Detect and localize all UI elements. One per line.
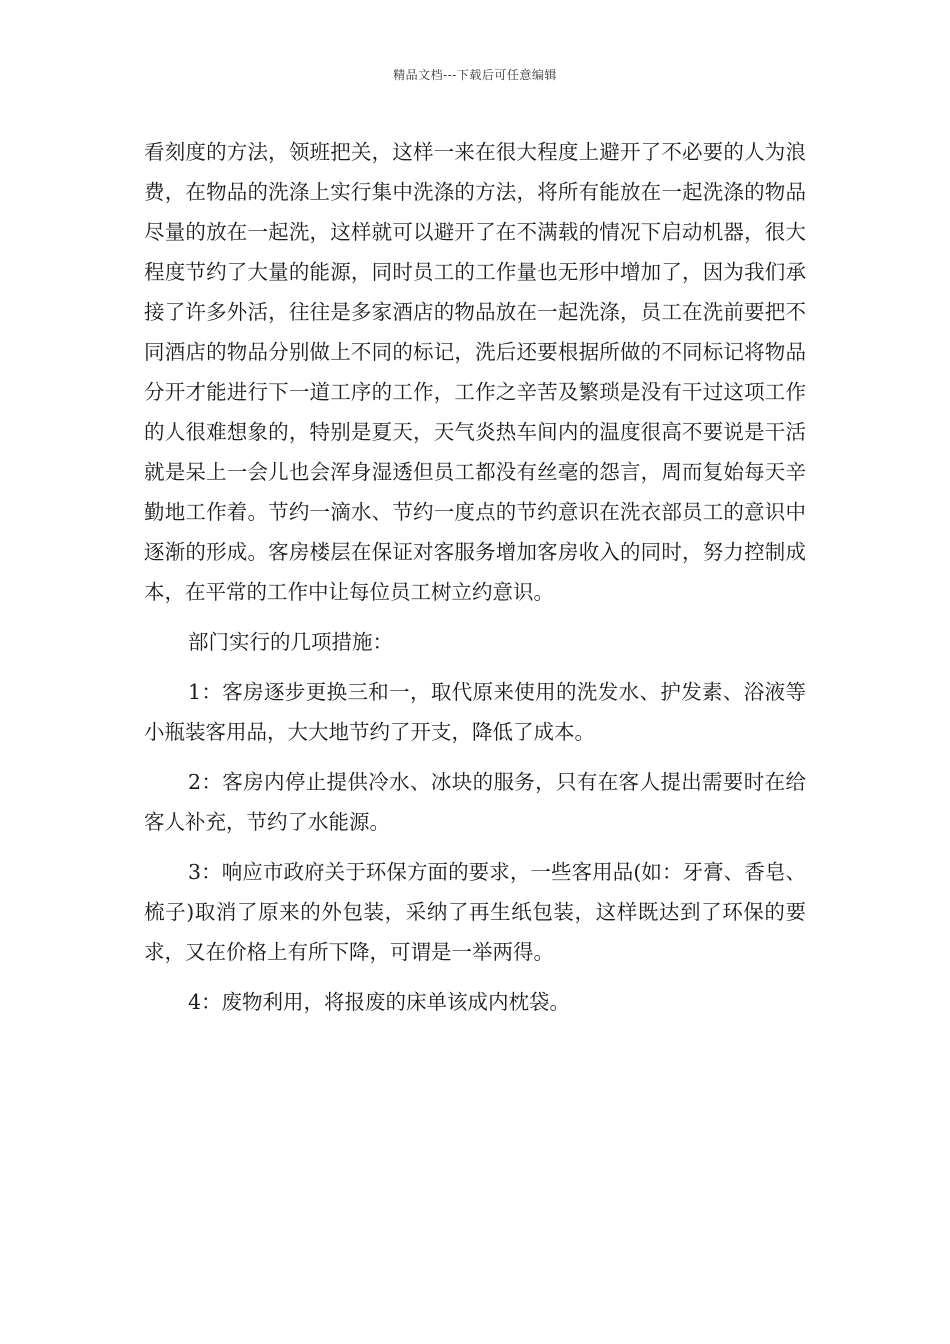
- paragraph-measures-heading: 部门实行的几项措施：: [188, 630, 393, 654]
- document-body: [144, 132, 806, 1032]
- paragraph-measure-2: 2：客房内停止提供冷水、冰块的服务，只有在客人提出需要时在给客人补充，节约了水能源。: [144, 770, 806, 834]
- paragraph-measure-4: 4：废物利用，将报废的床单该成内枕袋。: [188, 990, 571, 1014]
- paragraph-main: 看刻度的方法，领班把关，这样一来在很大程度上避开了不必要的人为浪费，在物品的洗涤上实行集中洗涤的方法，将所有能放在一起洗涤的物品尽量的放在一起洗，这样就可以避开了在不满载的情况下启动机器，很大程度节约了大量的能源，同时员工的工作量也无形中增加了，因为我们承接了许多外活，往往是多家酒店的物品放在一起洗涤，员工在洗前要把不同酒店的物品分别做上不同的标记，洗后还要根据所做的不同标记将物品分开才能进行下一道工序的工作，工作之辛苦及繁琐是没有干过这项工作的人很难想象的，特别是夏天，天气炎热车间内的温度很高不要说是干活就是呆上一会儿也会浑身湿透但员工都没有丝毫的怨言，周而复始每天辛勤地工作着。节约一滴水、节约一度点的节约意识在洗衣部员工的意识中逐渐的形成。客房楼层在保证对客服务增加客房收入的同时，努力控制成本，在平常的工作中让每位员工树立约意识。: [144, 140, 806, 604]
- paragraph-measure-1: 1：客房逐步更换三和一，取代原来使用的洗发水、护发素、浴液等小瓶装客用品，大大地节约了开支，降低了成本。: [144, 680, 806, 744]
- page-header: 精品文档---下载后可任意编辑: [393, 68, 557, 82]
- paragraph-measure-3: 3：响应市政府关于环保方面的要求，一些客用品(如：牙膏、香皂、梳子)取消了原来的外包装，采纳了再生纸包装，这样既达到了环保的要求，又在价格上有所下降，可谓是一举两得。: [144, 860, 806, 964]
